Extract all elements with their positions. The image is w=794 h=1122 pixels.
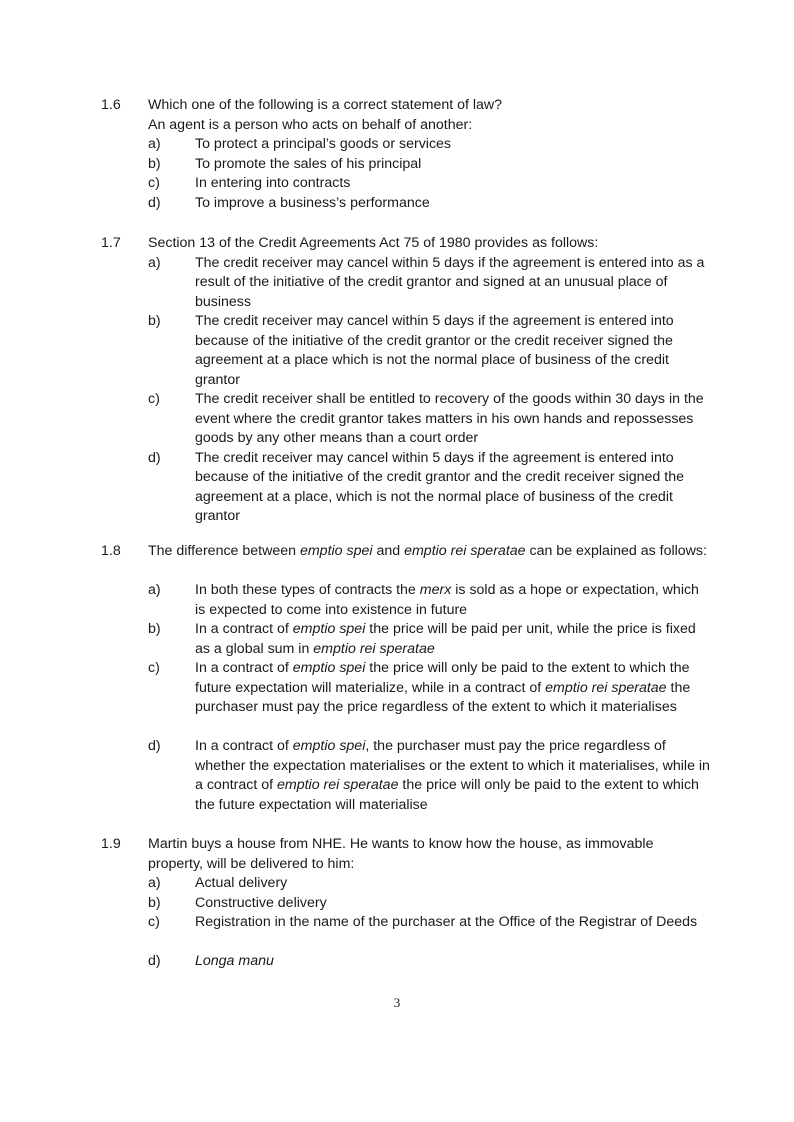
option-text: In a contract of emptio spei the price will be paid per unit, while the price is fixed as a global sum in emptio rei speratae — [195, 621, 696, 657]
option-letter: a) — [148, 254, 161, 271]
option-text: Registration in the name of the purchaser at the Office of the Registrar of Deeds — [195, 914, 698, 930]
option-letter: d) — [148, 194, 161, 211]
option-text: To improve a business’s performance — [195, 194, 430, 211]
option-letter: b) — [148, 155, 161, 172]
option-letter: a) — [148, 136, 161, 152]
question-stem: The difference between emptio spei and emptio rei speratae can be explained as follows: — [148, 543, 707, 559]
option-letter: c) — [148, 914, 160, 930]
option-text: To protect a principal’s goods or services — [195, 136, 452, 152]
option-text: In both these types of contracts the merx is sold as a hope or expectation, which is expected to come into existence in future — [195, 582, 699, 618]
option-text: In a contract of emptio spei the price will only be paid to the extent to which the future expectation will materialize, while in a contract of emptio rei speratae the purchaser must pay the price regardless of the extent to which it materialises — [195, 660, 691, 715]
option-letter: c) — [148, 391, 160, 407]
question-number: 1.9 — [101, 836, 121, 852]
question-number: 1.6 — [101, 97, 121, 113]
question-stem: Martin buys a house from NHE. He wants to know how the house, as immovable property, will be delivered to him: — [148, 836, 654, 872]
question-stem-line: An agent is a person who acts on behalf of another: — [148, 116, 473, 133]
option-text: Longa manu — [195, 953, 274, 969]
question-stem-line: Which one of the following is a correct statement of law? — [148, 97, 503, 113]
option-letter: a) — [148, 875, 161, 891]
option-letter: d) — [148, 738, 161, 754]
option-letter: d) — [148, 953, 161, 969]
option-letter: b) — [148, 894, 161, 911]
question-number: 1.8 — [101, 543, 121, 559]
option-text: To promote the sales of his principal — [195, 155, 422, 172]
option-text: The credit receiver may cancel within 5 days if the agreement is entered into because of the initiative of the credit grantor and the credit receiver signed the agreement at a place, which is not the normal place of business of the credit grantor — [195, 449, 684, 524]
question-stem-line: Section 13 of the Credit Agreements Act 75 of 1980 provides as follows: — [148, 235, 599, 251]
option-letter: a) — [148, 582, 161, 598]
option-text: The credit receiver may cancel within 5 days if the agreement is entered into because of the initiative of the credit grantor or the credit receiver signed the agreement at a place which is not the normal place of business of the credit grantor — [195, 313, 674, 388]
option-text: In entering into contracts — [195, 175, 351, 191]
option-letter: c) — [148, 175, 160, 191]
option-text: In a contract of emptio spei, the purchaser must pay the price regardless of whether the expectation materialises or the extent to which it materialises, while in a contract of emptio rei speratae the price will only be paid to the extent to which the future expectation will materialise — [195, 738, 710, 813]
option-letter: b) — [148, 313, 161, 329]
option-text: The credit receiver shall be entitled to recovery of the goods within 30 days in the event where the credit grantor takes matters in his own hands and repossesses goods by any other means than a court order — [195, 391, 704, 446]
option-text: Actual delivery — [195, 875, 288, 891]
option-letter: d) — [148, 449, 161, 466]
question-number: 1.7 — [101, 235, 121, 251]
option-text: The credit receiver may cancel within 5 days if the agreement is entered into as a result of the initiative of the credit grantor and signed at an unusual place of business — [195, 254, 705, 310]
option-text: Constructive delivery — [195, 894, 327, 911]
option-letter: c) — [148, 660, 160, 676]
page-number: 3 — [393, 995, 401, 1010]
option-letter: b) — [148, 621, 161, 637]
